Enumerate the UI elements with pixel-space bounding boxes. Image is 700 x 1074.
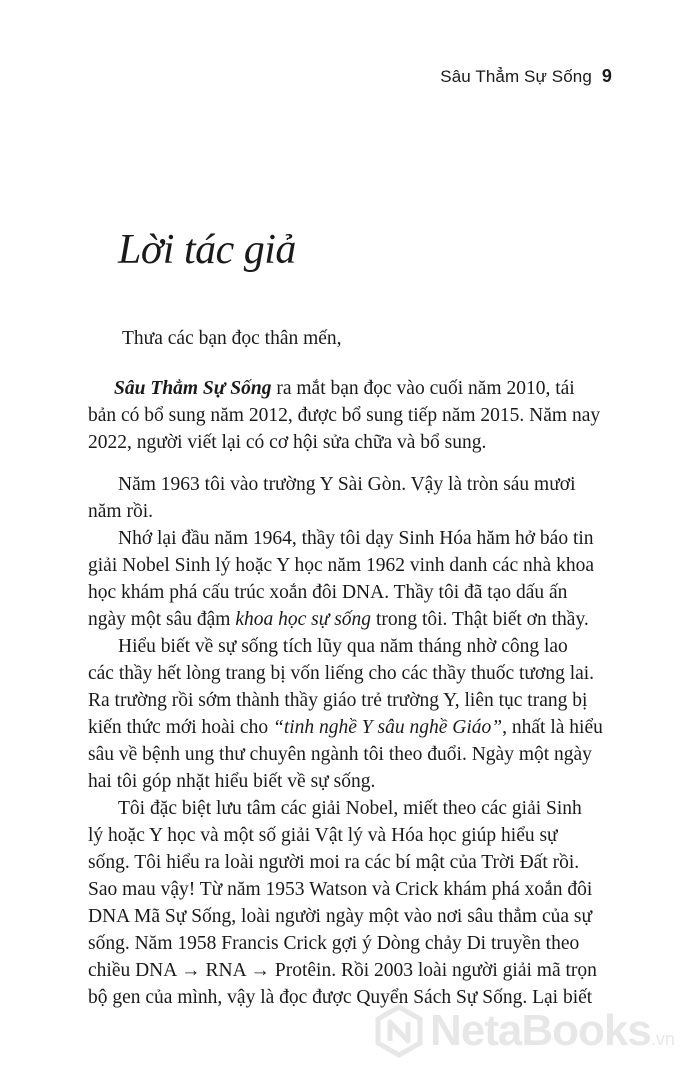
neta-logo-icon — [372, 1004, 426, 1058]
paragraph-line: 2022, người viết lại có cơ hội sửa chữa và bổ sung. — [88, 432, 487, 453]
emphasis-quote: “tinh nghề Y sâu nghề Giáo” — [272, 717, 503, 738]
paragraph-line: lý hoặc Y học và một số giải Vật lý và Hóa học giúp hiểu sự — [88, 825, 558, 846]
paragraph-line: Năm 1963 tôi vào trường Y Sài Gòn. Vậy là tròn sáu mươi — [118, 474, 576, 495]
paragraph-line: DNA Mã Sự Sống, loài người ngày một vào nơi sâu thẳm của sự — [88, 906, 593, 927]
chapter-title: Lời tác giả — [118, 227, 296, 273]
watermark-text: NetaBooks.vn — [430, 1006, 675, 1055]
watermark — [372, 1004, 690, 1058]
paragraph-line: năm rồi. — [88, 501, 153, 522]
page-number: 9 — [601, 66, 612, 86]
emphasis-text: khoa học sự sống — [235, 609, 372, 630]
paragraph-line: bản có bổ sung năm 2012, được bổ sung tiếp năm 2015. Năm nay — [88, 405, 601, 426]
paragraph-line: chiều DNA → RNA → Protêin. Rồi 2003 loài người giải mã trọn — [88, 960, 597, 981]
book-title-inline: Sâu Thẳm Sự Sống — [114, 378, 272, 399]
paragraph-line: bộ gen của mình, vậy là đọc được Quyển Sách Sự Sống. Lại biết — [88, 987, 593, 1008]
paragraph-line: Tôi đặc biệt lưu tâm các giải Nobel, miết theo các giải Sinh — [118, 798, 582, 819]
paragraph-line: Sao mau vậy! Từ năm 1953 Watson và Crick khám phá xoắn đôi — [88, 879, 593, 900]
paragraph-line: sống. Tôi hiểu ra loài người moi ra các bí mật của Trời Đất rồi. — [88, 852, 580, 873]
paragraph-line: ngày một sâu đậm khoa học sự sống trong tôi. Thật biết ơn thầy. — [88, 609, 589, 630]
greeting-line: Thưa các bạn đọc thân mến, — [122, 328, 342, 349]
paragraph-line: Nhớ lại đầu năm 1964, thầy tôi dạy Sinh Hóa hăm hở báo tin — [118, 528, 594, 549]
paragraph-line: hai tôi góp nhặt hiểu biết về sự sống. — [88, 771, 376, 792]
paragraph-line: Hiểu biết về sự sống tích lũy qua năm tháng nhờ công lao — [118, 636, 568, 657]
paragraph-line: các thầy hết lòng trang bị vốn liếng cho các thầy thuốc tương lai. — [88, 663, 595, 684]
paragraph-line: học khám phá cấu trúc xoắn đôi DNA. Thầy tôi đã tạo dấu ấn — [88, 582, 568, 603]
paragraph-line: Ra trường rồi sớm thành thầy giáo trẻ trường Y, liên tục trang bị — [88, 690, 588, 711]
paragraph-line: sống. Năm 1958 Francis Crick gợi ý Dòng chảy Di truyền theo — [88, 933, 580, 954]
running-title: Sâu Thẳm Sự Sống — [440, 67, 592, 86]
running-header — [440, 66, 612, 87]
paragraph-line: Sâu Thẳm Sự Sống ra mắt bạn đọc vào cuối năm 2010, tái — [114, 378, 575, 399]
paragraph-line: kiến thức mới hoài cho “tinh nghề Y sâu nghề Giáo”, nhất là hiểu — [88, 717, 603, 738]
paragraph-line: giải Nobel Sinh lý hoặc Y học năm 1962 vinh danh các nhà khoa — [88, 555, 594, 576]
paragraph-line: sâu về bệnh ung thư chuyên ngành tôi theo đuổi. Ngày một ngày — [88, 744, 592, 765]
